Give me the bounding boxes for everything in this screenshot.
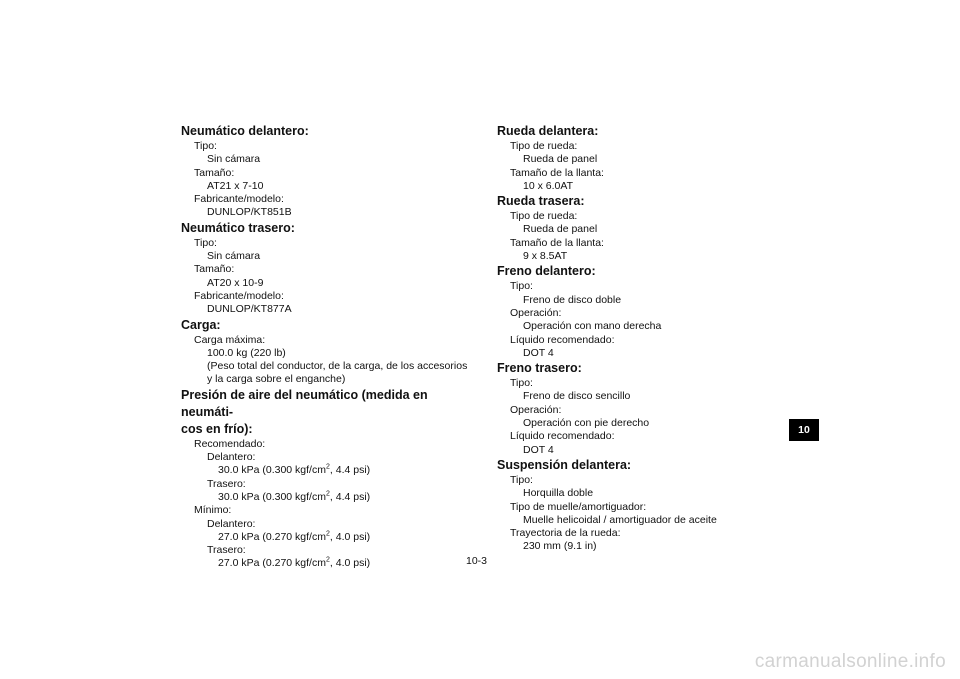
spec-value: Operación con pie derecho [523,417,650,430]
spec-label: Fabricante/modelo: [194,289,284,302]
spec-label: Tamaño de la llanta: [510,236,604,249]
spec-label: Líquido recomendado: [510,430,615,443]
spec-label: Carga máxima: [194,333,266,346]
spec-value: 100.0 kg (220 lb) [207,346,286,359]
spec-label: Tipo de rueda: [510,210,578,223]
load-section [181,317,476,387]
spec-note: y la carga sobre el enganche) [207,373,346,386]
spec-label: Tamaño: [194,166,235,179]
rear-tire-section [181,220,476,317]
spec-label: Operación: [510,306,562,319]
spec-value: 30.0 kPa (0.300 kgf/$cm^2$, 4.4 psi) [218,490,371,503]
spec-value: Operación con mano derecha [523,320,662,333]
spec-label: Líquido recomendado: [510,333,615,346]
spec-value: Muelle helicoidal / amortiguador de aceite [523,513,717,526]
spec-value: Freno de disco doble [523,293,622,306]
spec-value: 30.0 kPa (0.300 kgf/$cm^2$, 4.4 psi) [218,463,371,477]
spec-value: 230 mm (9.1 in) [523,540,597,553]
left-column [181,123,476,571]
spec-value: 10 x 6.0AT [523,179,573,192]
spec-label: Tamaño: [194,263,235,276]
spec-sublabel: Delantero: [207,517,256,530]
chapter-tab: 10 [789,419,819,441]
spec-label: Tipo: [510,377,533,390]
spec-label: Recomendado: [194,437,266,450]
spec-label: Tipo: [194,140,217,152]
watermark: carmanualsonline.info [754,651,946,672]
spec-value: 9 x 8.5AT [523,250,568,263]
spec-value: DUNLOP/KT877A [207,303,292,316]
spec-value: Freno de disco sencillo [523,390,631,403]
spec-note: (Peso total del conductor, de la carga, de los accesorios [207,360,468,373]
right-column [497,123,797,554]
spec-label: Tamaño de la llanta: [510,166,604,179]
spec-label: Trayectoria de la rueda: [510,527,621,540]
spec-label: Tipo: [510,280,533,293]
spec-label: Tipo: [194,236,217,249]
section-heading: Freno delantero: [497,264,596,279]
spec-label: Tipo de rueda: [510,140,578,152]
spec-value: 27.0 kPa (0.270 kgf/$cm^2$, 4.0 psi) [218,530,371,543]
tire-pressure-section [181,387,476,571]
spec-label: Fabricante/modelo: [194,193,284,206]
section-heading: Neumático trasero: [181,220,295,235]
front-tire-section [181,123,476,220]
spec-sublabel: Delantero: [207,451,256,464]
section-heading: Presión de aire del neumático (medida en neumáti- [181,387,428,419]
spec-value: DUNLOP/KT851B [207,206,292,219]
spec-value: Rueda de panel [523,153,598,166]
spec-value: DOT 4 [523,346,554,359]
spec-label: Tipo: [510,473,533,486]
spec-value: DOT 4 [523,443,554,456]
spec-value: AT20 x 10-9 [207,276,264,289]
spec-label: Operación: [510,403,562,416]
spec-sublabel: Trasero: [207,544,246,557]
spec-value: AT21 x 7-10 [207,179,264,192]
page-number: 10-3 [466,555,488,567]
section-heading: Neumático delantero: [181,124,309,138]
spec-value: Sin cámara [207,153,261,166]
spec-label: Tipo de muelle/amortiguador: [510,500,647,513]
rear-brake-section [497,360,797,457]
front-suspension-section [497,457,797,554]
spec-label: Mínimo: [194,504,232,517]
spec-value: Horquilla doble [523,487,594,500]
section-heading: Suspensión delantera: [497,457,632,472]
spec-value: 27.0 kPa (0.270 kgf/$cm^2$, 4.0 psi) [218,556,371,570]
section-heading: Freno trasero: [497,361,582,376]
section-heading: Carga: [181,317,221,332]
front-wheel-section [497,123,797,193]
rear-wheel-section [497,193,797,263]
front-brake-section [497,263,797,360]
section-heading: Rueda trasera: [497,194,585,209]
section-heading: Rueda delantera: [497,124,599,138]
spec-value: Sin cámara [207,250,261,263]
spec-value: Rueda de panel [523,223,598,236]
section-heading: cos en frío): [181,421,253,436]
spec-sublabel: Trasero: [207,477,246,490]
